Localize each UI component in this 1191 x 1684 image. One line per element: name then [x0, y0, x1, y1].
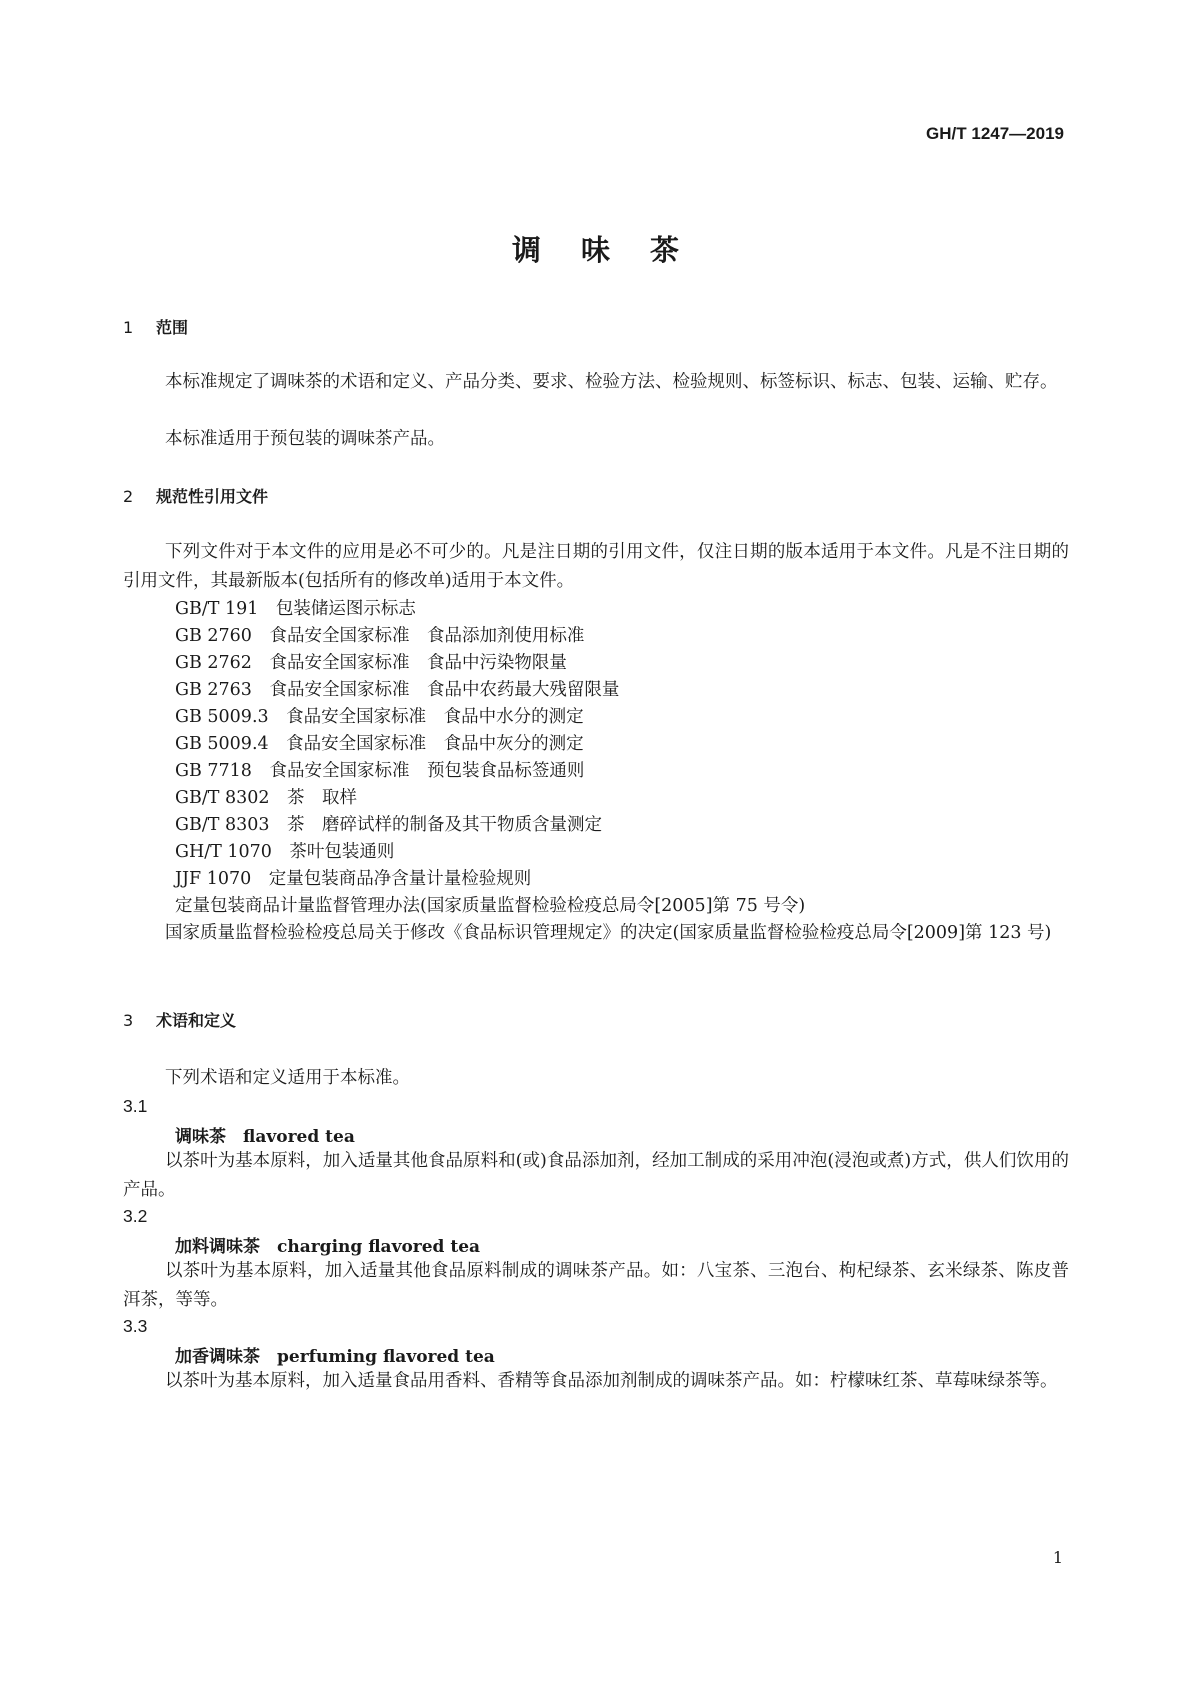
- reference-item: GB/T 8303 茶 磨碎试样的制备及其干物质含量测定: [175, 815, 603, 835]
- section-heading-terms-definitions: [123, 1008, 236, 1031]
- references-intro: 下列文件对于本文件的应用是必不可少的。凡是注日期的引用文件，仅注日期的版本适用于本文件。凡是不注日期的引用文件，其最新版本(包括所有的修改单)适用于本文件。: [123, 542, 1069, 591]
- reference-item: GH/T 1070 茶叶包装通则: [175, 842, 395, 862]
- reference-item: GB 5009.4 食品安全国家标准 食品中灰分的测定: [175, 734, 584, 754]
- scope-paragraph-1: 本标准规定了调味茶的术语和定义、产品分类、要求、检验方法、检验规则、标签标识、标志、包装、运输、贮存。: [165, 372, 1058, 392]
- section-heading-normative-references: [123, 484, 268, 507]
- reference-item: GB/T 191 包装储运图示标志: [175, 599, 416, 619]
- section-number: 3: [123, 1011, 134, 1030]
- section-number: 2: [123, 487, 134, 506]
- page-number: 1: [1052, 1548, 1063, 1567]
- clause-number: 3.3: [123, 1316, 148, 1336]
- scope-paragraph-2: 本标准适用于预包装的调味茶产品。: [165, 429, 445, 449]
- reference-item: GB 7718 食品安全国家标准 预包装食品标签通则: [175, 761, 585, 781]
- section-title: 范围: [156, 318, 189, 337]
- section-number: 1: [123, 318, 134, 337]
- term-definition: 以茶叶为基本原料，加入适量其他食品原料和(或)食品添加剂，经加工制成的采用冲泡(浸泡或煮)方式，供人们饮用的产品。: [123, 1151, 1069, 1200]
- term-name: 调味茶 flavored tea: [175, 1127, 355, 1147]
- section-heading-scope: [123, 315, 188, 338]
- term-definition: 以茶叶为基本原料，加入适量食品用香料、香精等食品添加剂制成的调味茶产品。如：柠檬味红茶、草莓味绿茶等。: [165, 1371, 1058, 1391]
- reference-item: GB/T 8302 茶 取样: [175, 788, 358, 808]
- reference-item-last: 国家质量监督检验检疫总局关于修改《食品标识管理规定》的决定(国家质量监督检验检疫总局令[2009]第 123 号): [165, 923, 1052, 943]
- reference-item: GB 5009.3 食品安全国家标准 食品中水分的测定: [175, 707, 584, 727]
- reference-item: 定量包装商品计量监督管理办法(国家质量监督检验检疫总局令[2005]第 75 号令): [175, 896, 806, 916]
- clause-number: 3.2: [123, 1206, 148, 1226]
- reference-item: GB 2763 食品安全国家标准 食品中农药最大残留限量: [175, 680, 620, 700]
- document-title: 调味茶: [511, 233, 719, 267]
- document-code: GH/T 1247—2019: [926, 124, 1064, 143]
- reference-item: GB 2760 食品安全国家标准 食品添加剂使用标准: [175, 626, 585, 646]
- section-title: 规范性引用文件: [156, 487, 269, 506]
- clause-number: 3.1: [123, 1096, 148, 1116]
- term-definition: 以茶叶为基本原料，加入适量其他食品原料制成的调味茶产品。如：八宝茶、三泡台、枸杞绿茶、玄米绿茶、陈皮普洱茶，等等。: [123, 1261, 1069, 1310]
- reference-item: JJF 1070 定量包装商品净含量计量检验规则: [175, 869, 532, 889]
- reference-item: GB 2762 食品安全国家标准 食品中污染物限量: [175, 653, 567, 673]
- terms-intro: 下列术语和定义适用于本标准。: [165, 1068, 410, 1088]
- term-name: 加料调味茶 charging flavored tea: [175, 1237, 481, 1257]
- section-title: 术语和定义: [156, 1011, 237, 1030]
- term-name: 加香调味茶 perfuming flavored tea: [175, 1347, 495, 1367]
